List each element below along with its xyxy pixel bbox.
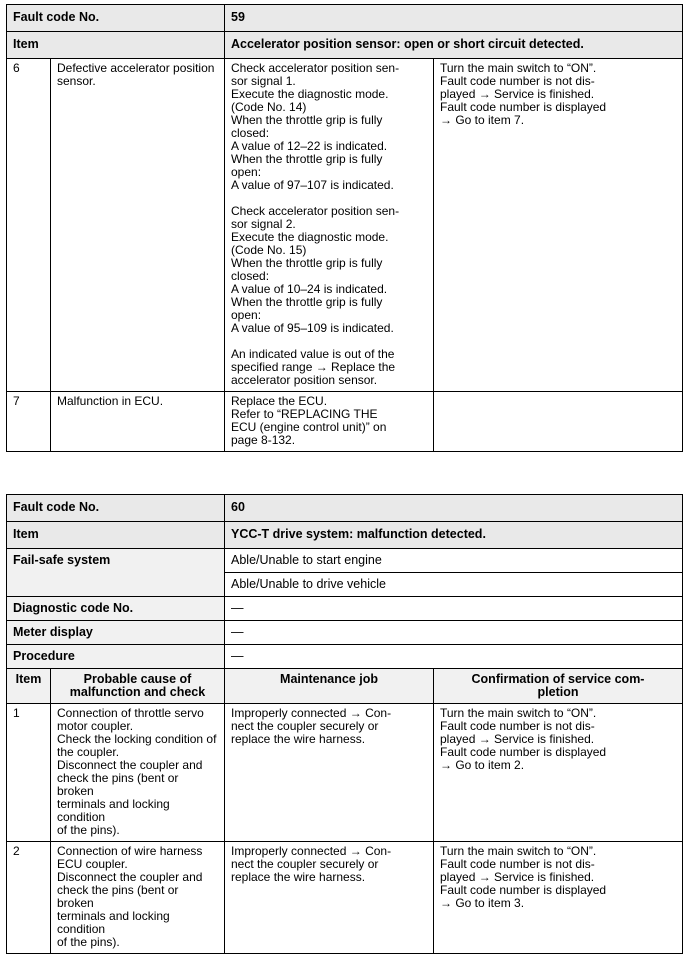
text-line: Fault code number is displayed bbox=[440, 100, 607, 114]
diagnostic-code-label: Diagnostic code No. bbox=[7, 597, 225, 621]
fault-code-row bbox=[7, 5, 683, 32]
text-line: Fault code number is displayed bbox=[440, 883, 607, 897]
fault-code-label: Fault code No. bbox=[7, 5, 225, 32]
text-line: malfunction and check bbox=[69, 685, 206, 699]
text-line: Check accelerator position sen- bbox=[231, 61, 400, 75]
text-line: Connection of wire harness bbox=[57, 844, 203, 858]
text-line: sor signal 1. bbox=[231, 74, 296, 88]
item-number: 7 bbox=[7, 392, 51, 452]
text-line: closed: bbox=[231, 126, 270, 140]
job-paragraph bbox=[231, 205, 427, 335]
col-header-confirm bbox=[434, 669, 683, 704]
table-row bbox=[7, 392, 683, 452]
fault-code-value: 59 bbox=[225, 5, 683, 32]
text-line: Improperly connected → Con- bbox=[231, 706, 392, 720]
meter-display-label: Meter display bbox=[7, 621, 225, 645]
text-line: When the throttle grip is fully bbox=[231, 256, 383, 270]
text-line: Disconnect the coupler and bbox=[57, 870, 203, 884]
text-line: terminals and locking condition bbox=[57, 909, 170, 936]
procedure-value: — bbox=[225, 645, 683, 669]
col-header-cause bbox=[51, 669, 225, 704]
text-line: of the pins). bbox=[57, 935, 120, 949]
text-line: An indicated value is out of the bbox=[231, 347, 395, 361]
text-line: check the pins (bent or broken bbox=[57, 771, 179, 798]
confirmation bbox=[434, 842, 683, 954]
text-line: Turn the main switch to “ON”. bbox=[440, 844, 597, 858]
text-line: → Go to item 3. bbox=[440, 896, 525, 910]
text-line: played → Service is finished. bbox=[440, 87, 595, 101]
table-row bbox=[7, 59, 683, 392]
text-line: terminals and locking condition bbox=[57, 797, 170, 824]
item-row bbox=[7, 32, 683, 59]
col-header-job: Maintenance job bbox=[225, 669, 434, 704]
fault-59-table bbox=[6, 4, 683, 452]
fault-code-value: 60 bbox=[225, 495, 683, 522]
text-line: Check accelerator position sen- bbox=[231, 204, 400, 218]
text-line: Turn the main switch to “ON”. bbox=[440, 61, 597, 75]
job-paragraph bbox=[231, 62, 427, 192]
text-line: Fault code number is not dis- bbox=[440, 857, 595, 871]
meter-display-row bbox=[7, 621, 683, 645]
confirmation bbox=[434, 392, 683, 452]
text-line: When the throttle grip is fully bbox=[231, 295, 383, 309]
text-line: → Go to item 2. bbox=[440, 758, 525, 772]
failsafe-drive-vehicle: Able/Unable to drive vehicle bbox=[225, 573, 683, 597]
text-line: pletion bbox=[537, 685, 579, 699]
probable-cause bbox=[51, 842, 225, 954]
item-value: YCC-T drive system: malfunction detected. bbox=[225, 522, 683, 549]
text-line: page 8-132. bbox=[231, 433, 296, 447]
text-line: A value of 10–24 is indicated. bbox=[231, 282, 388, 296]
item-label: Item bbox=[7, 32, 225, 59]
text-line: the coupler. bbox=[57, 745, 120, 759]
text-line: Turn the main switch to “ON”. bbox=[440, 706, 597, 720]
text-line: replace the wire harness. bbox=[231, 870, 366, 884]
item-row bbox=[7, 522, 683, 549]
text-line: Connection of throttle servo bbox=[57, 706, 204, 720]
item-value: Accelerator position sensor: open or short circuit detected. bbox=[225, 32, 683, 59]
column-header-row bbox=[7, 669, 683, 704]
fault-code-label: Fault code No. bbox=[7, 495, 225, 522]
text-line: sensor. bbox=[57, 74, 96, 88]
text-line: A value of 97–107 is indicated. bbox=[231, 178, 394, 192]
text-line: Replace the ECU. bbox=[231, 394, 328, 408]
probable-cause bbox=[51, 59, 225, 392]
text-line: ECU (engine control unit)” on bbox=[231, 420, 387, 434]
diagnostic-code-value: — bbox=[225, 597, 683, 621]
text-line: A value of 12–22 is indicated. bbox=[231, 139, 388, 153]
item-number: 2 bbox=[7, 842, 51, 954]
text-line: Fault code number is not dis- bbox=[440, 719, 595, 733]
text-line: Execute the diagnostic mode. bbox=[231, 230, 389, 244]
failsafe-start-engine: Able/Unable to start engine bbox=[225, 549, 683, 573]
procedure-label: Procedure bbox=[7, 645, 225, 669]
text-line: of the pins). bbox=[57, 823, 120, 837]
maintenance-job bbox=[225, 842, 434, 954]
maintenance-job bbox=[225, 392, 434, 452]
text-line: played → Service is finished. bbox=[440, 870, 595, 884]
maintenance-job bbox=[225, 704, 434, 842]
text-line: (Code No. 14) bbox=[231, 100, 307, 114]
text-line: closed: bbox=[231, 269, 270, 283]
maintenance-job bbox=[225, 59, 434, 392]
text-line: ECU coupler. bbox=[57, 857, 128, 871]
text-line: Defective accelerator position bbox=[57, 61, 215, 75]
text-line: check the pins (bent or broken bbox=[57, 883, 179, 910]
item-label: Item bbox=[7, 522, 225, 549]
confirmation bbox=[434, 704, 683, 842]
table-row bbox=[7, 842, 683, 954]
text-line: → Go to item 7. bbox=[440, 113, 525, 127]
text-line: Fault code number is not dis- bbox=[440, 74, 595, 88]
probable-cause bbox=[51, 704, 225, 842]
diagnostic-code-row bbox=[7, 597, 683, 621]
fault-code-row bbox=[7, 495, 683, 522]
text-line: played → Service is finished. bbox=[440, 732, 595, 746]
table-row bbox=[7, 704, 683, 842]
failsafe-label: Fail-safe system bbox=[7, 549, 225, 597]
item-number: 1 bbox=[7, 704, 51, 842]
failsafe-row bbox=[7, 549, 683, 573]
text-line: motor coupler. bbox=[57, 719, 134, 733]
text-line: replace the wire harness. bbox=[231, 732, 366, 746]
text-line: open: bbox=[231, 308, 262, 322]
text-line: (Code No. 15) bbox=[231, 243, 307, 257]
procedure-row bbox=[7, 645, 683, 669]
text-line: Improperly connected → Con- bbox=[231, 844, 392, 858]
text-line: Disconnect the coupler and bbox=[57, 758, 203, 772]
fault-60-table bbox=[6, 494, 683, 954]
text-line: Execute the diagnostic mode. bbox=[231, 87, 389, 101]
text-line: nect the coupler securely or bbox=[231, 719, 379, 733]
col-header-item: Item bbox=[7, 669, 51, 704]
text-line: Refer to “REPLACING THE bbox=[231, 407, 378, 421]
text-line: A value of 95–109 is indicated. bbox=[231, 321, 394, 335]
text-line: When the throttle grip is fully bbox=[231, 152, 383, 166]
text-line: When the throttle grip is fully bbox=[231, 113, 383, 127]
confirmation bbox=[434, 59, 683, 392]
text-line: Probable cause of bbox=[83, 672, 192, 686]
text-line: Malfunction in ECU. bbox=[57, 394, 164, 408]
job-paragraph bbox=[231, 348, 427, 387]
text-line: nect the coupler securely or bbox=[231, 857, 379, 871]
text-line: open: bbox=[231, 165, 262, 179]
text-line: accelerator position sensor. bbox=[231, 373, 378, 387]
text-line: Confirmation of service com- bbox=[471, 672, 645, 686]
text-line: sor signal 2. bbox=[231, 217, 296, 231]
text-line: specified range → Replace the bbox=[231, 360, 396, 374]
text-line: Fault code number is displayed bbox=[440, 745, 607, 759]
item-number: 6 bbox=[7, 59, 51, 392]
text-line: Check the locking condition of bbox=[57, 732, 217, 746]
probable-cause bbox=[51, 392, 225, 452]
meter-display-value: — bbox=[225, 621, 683, 645]
